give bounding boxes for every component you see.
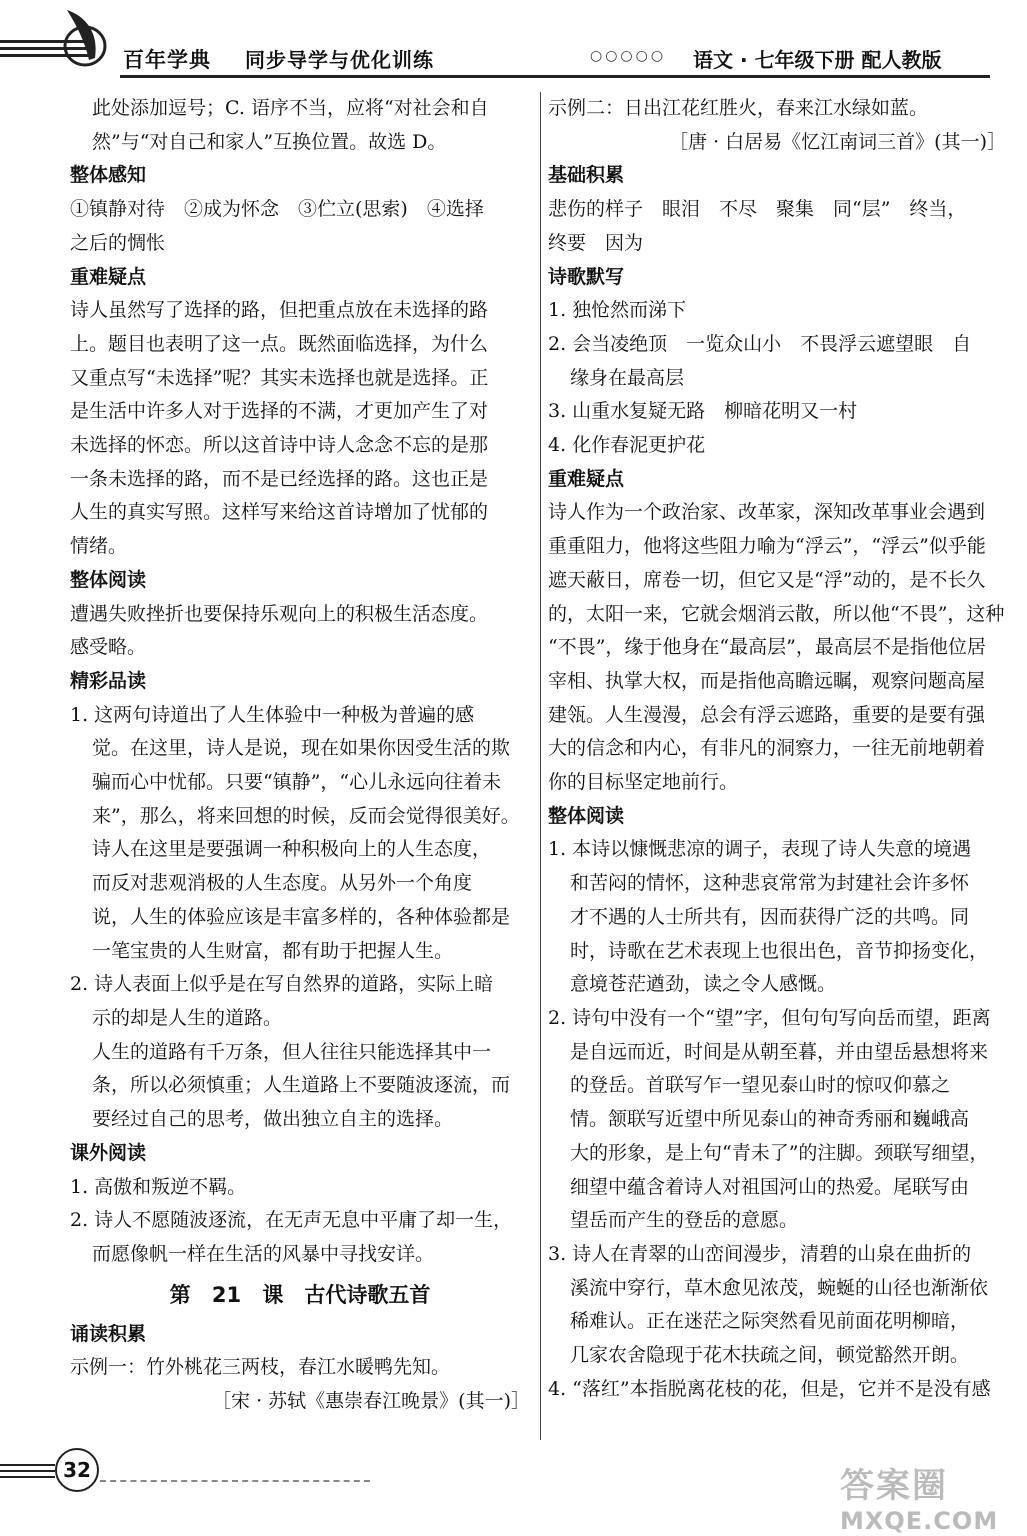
header-dots: ○○○○○ — [590, 48, 667, 64]
section-heading: 整体阅读 — [548, 804, 625, 827]
text-line: 情。颔联写近望中所见泰山的神奇秀丽和巍峨高 — [570, 1108, 970, 1131]
text-line: 2. 诗人不愿随波逐流，在无声无息中平庸了却一生， — [70, 1209, 513, 1232]
section-heading: 重难疑点 — [70, 265, 147, 288]
text-line: 遮天蔽日，席卷一切，但它又是“浮”动的，是不长久 — [548, 568, 986, 591]
text-line: 时，诗歌在艺术表现上也很出色，音节抑扬变化， — [570, 939, 989, 962]
text-line: 遭遇失败挫折也要保持乐观向上的积极生活态度。 — [70, 602, 489, 625]
intro-line: 然”与“对自己和家人”互换位置。故选 D。 — [92, 130, 447, 153]
text-line: 又重点写“未选择”呢？其实未选择也就是选择。正 — [70, 366, 489, 389]
header-rule — [120, 75, 990, 78]
text-line: 稀难认。正在迷茫之际突然看见前面花明柳暗， — [570, 1310, 970, 1333]
text-line: 人生的真实写照。这样写来给这首诗增加了忧郁的 — [70, 501, 489, 524]
text-line: 情绪。 — [70, 535, 128, 558]
text-line: 是生活中许多人对于选择的不满，才更加产生了对 — [70, 400, 489, 423]
page-header — [0, 0, 1027, 90]
watermark-url: MXQE.COM — [840, 1507, 999, 1535]
footer-lines-decoration — [0, 1464, 55, 1482]
watermark-text: 答案圈 — [840, 1466, 948, 1506]
intro-line: 此处添加逗号；C. 语序不当，应将“对社会和自 — [92, 97, 489, 119]
page-footer — [0, 1438, 1027, 1536]
text-line: 意境苍茫遒劲，读之令人感慨。 — [570, 973, 837, 996]
text-line: 的，太阳一来，它就会烟消云散，所以他“不畏”，这种 — [548, 602, 1005, 625]
text-line: 望岳而产生的登岳的意愿。 — [570, 1209, 799, 1232]
lesson-title: 第 21 课 古代诗歌五首 — [169, 1282, 431, 1307]
right-column — [548, 92, 1006, 1406]
text-line: 感受略。 — [70, 636, 147, 659]
text-line: 1. 这两句诗道出了人生体验中一种极为普遍的感 — [70, 703, 475, 726]
text-line: 的登岳。首联写乍一望见泰山时的惊叹仰慕之 — [570, 1074, 951, 1097]
brand-title: 百年学典 — [123, 48, 211, 72]
text-line: 诗人虽然写了选择的路，但把重点放在未选择的路 — [70, 299, 489, 322]
text-line: ①镇静对待 ②成为怀念 ③伫立(思索) ④选择 — [70, 198, 484, 221]
text-line: 一条未选择的路，而不是已经选择的路。这也正是 — [70, 467, 489, 490]
section-heading: 基础积累 — [548, 164, 625, 187]
text-line: 一笔宝贵的人生财富，都有助于把握人生。 — [92, 939, 454, 962]
watermark-logo — [840, 1458, 1020, 1535]
series-title: 同步导学与优化训练 — [245, 48, 434, 72]
text-line: 宰相、执掌大权，而是指他高瞻远瞩，观察问题高屋 — [548, 669, 986, 692]
text-line: 4. “落红”本指脱离花枝的花，但是，它并不是没有感 — [548, 1377, 991, 1400]
text-line: 你的目标坚定地前行。 — [548, 771, 739, 794]
section-heading: 重难疑点 — [548, 467, 625, 490]
poem-source: ［宋 · 苏轼《惠崇春江晚景》(其一)］ — [212, 1390, 530, 1413]
left-column — [70, 92, 530, 1419]
section-heading: 整体阅读 — [70, 568, 147, 591]
text-line: 骗而心中忧郁。只要“镇静”，“心儿永远向往着未 — [92, 771, 502, 794]
text-line: 几家农舍隐现于花木扶疏之间，顿觉豁然开朗。 — [570, 1344, 970, 1367]
section-heading: 课外阅读 — [70, 1141, 147, 1164]
text-line: 4. 化作春泥更护花 — [548, 434, 706, 457]
text-line: 3. 山重水复疑无路 柳暗花明又一村 — [548, 400, 858, 423]
text-line: 1. 独怆然而涕下 — [548, 299, 687, 322]
text-line: 2. 诗句中没有一个“望”字，但句句写向岳而望，距离 — [548, 1006, 991, 1029]
text-line: 是自远而近，时间是从朝至暮，并由望岳悬想将来 — [570, 1040, 989, 1063]
text-line: 大的信念和内心，有非凡的洞察力，一往无前地朝着 — [548, 737, 986, 760]
text-line: 来”，那么，将来回想的时候，反而会觉得很美好。 — [92, 804, 520, 827]
section-heading: 诗歌默写 — [548, 265, 625, 288]
text-line: 细望中蕴含着诗人对祖国河山的热爱。尾联写由 — [570, 1175, 970, 1198]
text-line: 缘身在最高层 — [570, 366, 685, 389]
section-heading: 整体感知 — [70, 164, 147, 187]
text-line: 示例二：日出江花红胜火，春来江水绿如蓝。 — [548, 97, 929, 119]
text-line: 3. 诗人在青翠的山峦间漫步，清碧的山泉在曲折的 — [548, 1242, 972, 1265]
subject-label: 语文 · 七年级下册 配人教版 — [693, 48, 942, 72]
text-line: 觉。在这里，诗人是说，现在如果你因受生活的欺 — [92, 737, 511, 760]
text-line: 上。题目也表明了这一点。既然面临选择，为什么 — [70, 332, 489, 355]
text-line: 诗人在这里是要强调一种积极向上的人生态度， — [92, 838, 492, 861]
text-line: 2. 会当凌绝顶 一览众山小 不畏浮云遮望眼 自 — [548, 332, 972, 355]
text-line: 和苦闷的情怀，这种悲哀常常为封建社会许多怀 — [570, 872, 970, 895]
text-line: 才不遇的人士所共有，因而获得广泛的共鸣。同 — [570, 905, 970, 928]
text-line: 1. 高傲和叛逆不羁。 — [70, 1175, 247, 1198]
text-line: “不畏”，缘于他身在“最高层”，最高层不是指他位居 — [548, 636, 986, 659]
feather-pen-icon — [55, 6, 115, 68]
text-line: 未选择的怀恋。所以这首诗中诗人念念不忘的是那 — [70, 434, 489, 457]
text-line: 1. 本诗以慷慨悲凉的调子，表现了诗人失意的境遇 — [548, 838, 972, 861]
text-line: 悲伤的样子 眼泪 不尽 聚集 同“层” 终当， — [548, 198, 967, 221]
text-line: 条，所以必须慎重；人生道路上不要随波逐流，而 — [92, 1074, 511, 1097]
text-line: 终要 因为 — [548, 231, 644, 254]
text-line: 之后的惆怅 — [70, 231, 166, 254]
poem-source: ［唐 · 白居易《忆江南词三首》(其一)］ — [669, 130, 1006, 153]
text-line: 示的却是人生的道路。 — [92, 1006, 283, 1029]
text-line: 诗人作为一个政治家、改革家，深知改革事业会遇到 — [548, 501, 986, 524]
text-line: 而愿像帆一样在生活的风暴中寻找安详。 — [92, 1242, 435, 1265]
section-heading: 诵读积累 — [70, 1322, 147, 1345]
text-line: 建瓴。人生漫漫，总会有浮云遮路，重要的是要有强 — [548, 703, 986, 726]
text-line: 溪流中穿行，草木愈见浓茂，蜿蜒的山径也渐渐依 — [570, 1276, 989, 1299]
section-heading: 精彩品读 — [70, 669, 147, 692]
text-line: 要经过自己的思考，做出独立自主的选择。 — [92, 1108, 454, 1131]
text-line: 示例一：竹外桃花三两枝，春江水暖鸭先知。 — [70, 1356, 451, 1379]
text-line: 2. 诗人表面上似乎是在写自然界的道路，实际上暗 — [70, 973, 494, 996]
footer-dotted-rule — [100, 1480, 370, 1482]
column-divider — [540, 92, 541, 1440]
text-line: 重重阻力，他将这些阻力喻为“浮云”，“浮云”似乎能 — [548, 535, 986, 558]
text-line: 而反对悲观消极的人生态度。从另外一个角度 — [92, 872, 473, 895]
text-line: 大的形象，是上句“青未了”的注脚。颈联写细望， — [570, 1141, 989, 1164]
text-line: 说，人生的体验应该是丰富多样的，各种体验都是 — [92, 905, 511, 928]
text-line: 人生的道路有千万条，但人往往只能选择其中一 — [92, 1040, 492, 1063]
page-number: 32 — [55, 1448, 99, 1492]
